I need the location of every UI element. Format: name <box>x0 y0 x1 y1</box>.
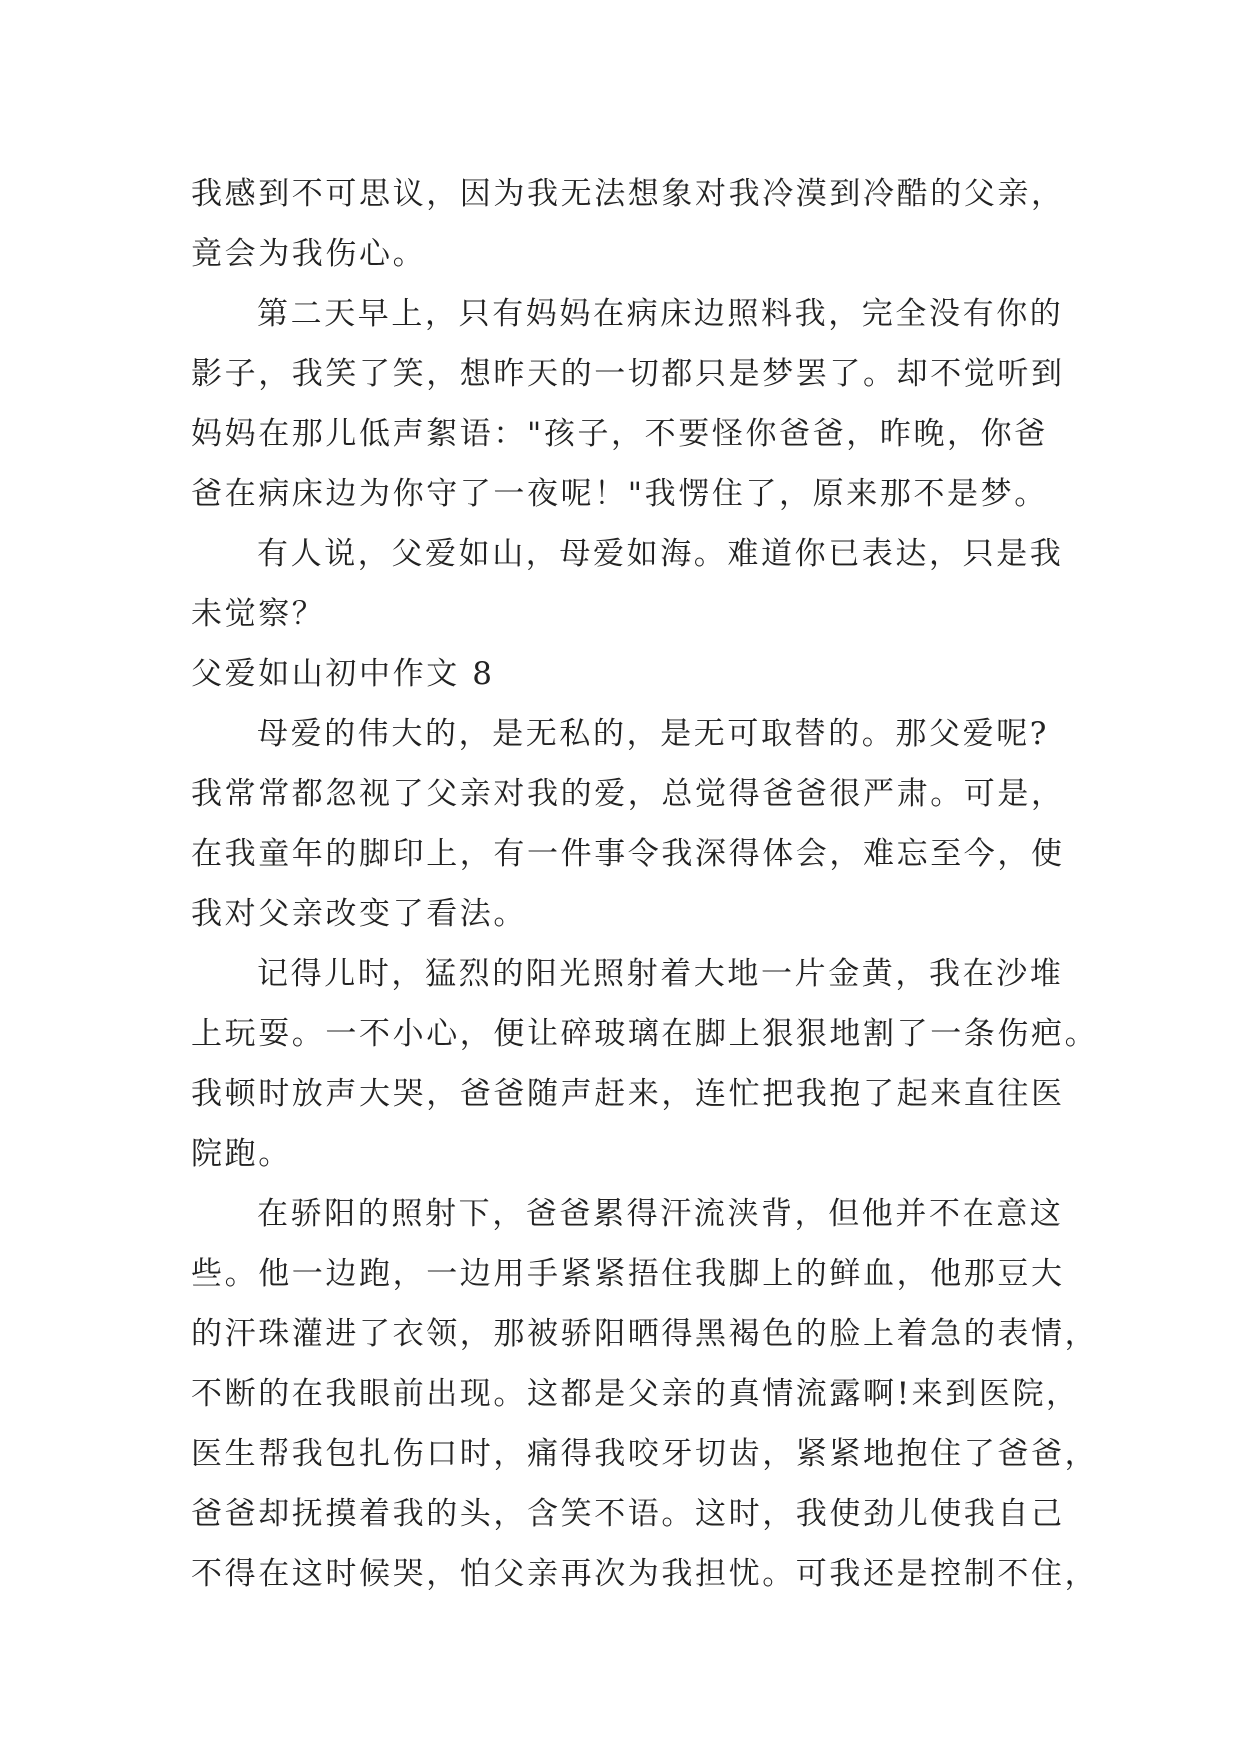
text-line: 爸爸却抚摸着我的头，含笑不语。这时，我使劲儿使我自己 <box>191 1496 1065 1532</box>
document-body <box>191 164 1099 1604</box>
paragraph-first-line: 在骄阳的照射下，爸爸累得汗流浃背，但他并不在意这 <box>257 1196 1064 1232</box>
text-line: 上玩耍。一不小心，便让碎玻璃在脚上狠狠地割了一条伤疤。 <box>191 1016 1099 1052</box>
text-line: 妈妈在那儿低声絮语："孩子，不要怪你爸爸，昨晚，你爸 <box>191 416 1048 452</box>
text-line: 我对父亲改变了看法。 <box>191 896 527 932</box>
paragraph-first-line: 有人说，父爱如山，母爱如海。难道你已表达，只是我 <box>257 536 1064 572</box>
paragraph-first-line: 记得儿时，猛烈的阳光照射着大地一片金黄，我在沙堆 <box>257 956 1064 992</box>
text-line: 不断的在我眼前出现。这都是父亲的真情流露啊!来到医院， <box>191 1376 1080 1412</box>
paragraph-first-line: 母爱的伟大的，是无私的，是无可取替的。那父爱呢? <box>257 716 1050 752</box>
text-line: 我顿时放声大哭，爸爸随声赶来，连忙把我抱了起来直往医 <box>191 1076 1065 1112</box>
text-line: 爸在病床边为你守了一夜呢！"我愣住了，原来那不是梦。 <box>191 476 1048 512</box>
text-line: 竟会为我伤心。 <box>191 236 427 272</box>
text-line: 影子，我笑了笑，想昨天的一切都只是梦罢了。却不觉听到 <box>191 356 1065 392</box>
text-line: 些。他一边跑，一边用手紧紧捂住我脚上的鲜血，他那豆大 <box>191 1256 1065 1292</box>
text-line: 我感到不可思议，因为我无法想象对我冷漠到冷酷的父亲， <box>191 176 1065 212</box>
text-line: 父爱如山初中作文 8 <box>191 656 495 692</box>
paragraph-first-line: 第二天早上，只有妈妈在病床边照料我，完全没有你的 <box>257 296 1064 332</box>
text-line: 我常常都忽视了父亲对我的爱，总觉得爸爸很严肃。可是， <box>191 776 1065 812</box>
text-line: 未觉察？ <box>191 596 326 632</box>
text-line: 不得在这时候哭，怕父亲再次为我担忧。可我还是控制不住， <box>191 1556 1099 1592</box>
text-line: 在我童年的脚印上，有一件事令我深得体会，难忘至今，使 <box>191 836 1065 872</box>
text-line: 院跑。 <box>191 1136 292 1172</box>
text-line: 医生帮我包扎伤口时，痛得我咬牙切齿，紧紧地抱住了爸爸， <box>191 1436 1099 1472</box>
text-line: 的汗珠灌进了衣领，那被骄阳晒得黑褐色的脸上着急的表情， <box>191 1316 1099 1352</box>
